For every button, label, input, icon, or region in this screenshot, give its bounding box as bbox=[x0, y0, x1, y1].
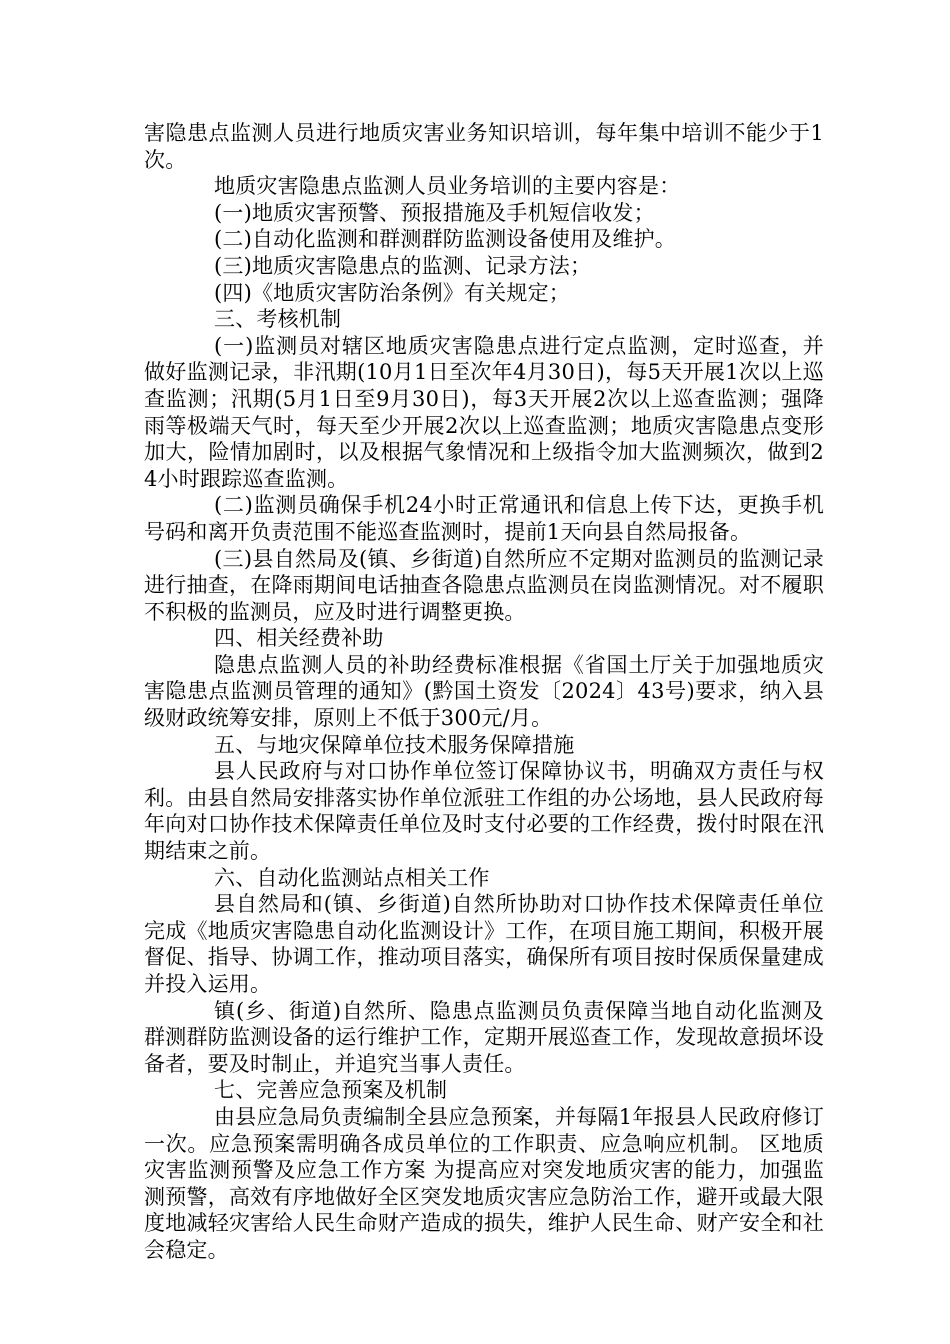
list-item-3: (三)地质灾害隐患点的监测、记录方法； bbox=[214, 253, 592, 278]
paragraph-assessment-2: (二)监测员确保手机24小时正常通讯和信息上传下达，更换手机号码和离开负责范围不能巡查监测时，提前1天向县自然局报备。 bbox=[144, 493, 824, 544]
list-item-1: (一)地质灾害预警、预报措施及手机短信收发； bbox=[214, 200, 655, 225]
paragraph-automation-1: 县自然局和(镇、乡街道)自然所协助对口协作技术保障责任单位完成《地质灾害隐患自动化监测设计》工作，在项目施工期间，积极开展督促、指导、协调工作，推动项目落实，确保所有项目按时保质保量建成并投入运用。 bbox=[144, 892, 824, 996]
paragraph-continuation: 害隐患点监测人员进行地质灾害业务知识培训，每年集中培训不能少于1次。 bbox=[144, 121, 824, 172]
paragraph-emergency-plan: 由县应急局负责编制全县应急预案，并每隔1年报县人民政府修订一次。应急预案需明确各成员单位的工作职责、应急响应机制。 区地质灾害监测预警及应急工作方案 为提高应对突发地质灾害的能力，加强监测预警，高效有序地做好全区突发地质灾害应急防治工作，避开或最大限度地减轻灾害给人民生命财产造成的损失，维护人民生命、财产安全和社会稳定。 bbox=[144, 1104, 824, 1262]
section-heading-5: 五、与地灾保障单位技术服务保障措施 bbox=[214, 732, 575, 757]
paragraph-assessment-1: (一)监测员对辖区地质灾害隐患点进行定点监测，定时巡查，并做好监测记录，非汛期(10月1日至次年4月30日)，每5天开展1次以上巡查监测；汛期(5月1日至9月30日)，每3天开展2次以上巡查监测；强降雨等极端天气时，每天至少开展2次以上巡查监测；地质灾害隐患点变形加大，险情加剧时，以及根据气象情况和上级指令加大监测频次，做到24小时跟踪巡查监测。 bbox=[144, 333, 824, 491]
paragraph-funding: 隐患点监测人员的补助经费标准根据《省国土厅关于加强地质灾害隐患点监测员管理的通知》(黔国土资发〔2024〕43号)要求，纳入县级财政统筹安排，原则上不低于300元/月。 bbox=[144, 652, 824, 731]
section-heading-3: 三、考核机制 bbox=[214, 307, 342, 332]
paragraph-automation-2: 镇(乡、街道)自然所、隐患点监测员负责保障当地自动化监测及群测群防监测设备的运行维护工作，定期开展巡查工作，发现故意损坏设备者，要及时制止，并追究当事人责任。 bbox=[144, 998, 824, 1076]
section-heading-7: 七、完善应急预案及机制 bbox=[214, 1078, 448, 1103]
section-heading-4: 四、相关经费补助 bbox=[214, 626, 384, 651]
paragraph-assessment-3: (三)县自然局及(镇、乡街道)自然所应不定期对监测员的监测记录进行抽查，在降雨期间电话抽查各隐患点监测员在岗监测情况。对不履职不积极的监测员，应及时进行调整更换。 bbox=[144, 546, 824, 624]
document-body bbox=[144, 120, 824, 1264]
list-item-2: (二)自动化监测和群测群防监测设备使用及维护。 bbox=[214, 227, 676, 252]
section-heading-6: 六、自动化监测站点相关工作 bbox=[214, 865, 490, 890]
paragraph-support-measures: 县人民政府与对口协作单位签订保障协议书，明确双方责任与权利。由县自然局安排落实协作单位派驻工作组的办公场地，县人民政府每年向对口协作技术保障责任单位及时支付必要的工作经费，拨付时限在汛期结束之前。 bbox=[144, 759, 824, 864]
list-item-4: (四)《地质灾害防治条例》有关规定； bbox=[214, 280, 570, 305]
paragraph-training-content: 地质灾害隐患点监测人员业务培训的主要内容是： bbox=[214, 174, 681, 199]
